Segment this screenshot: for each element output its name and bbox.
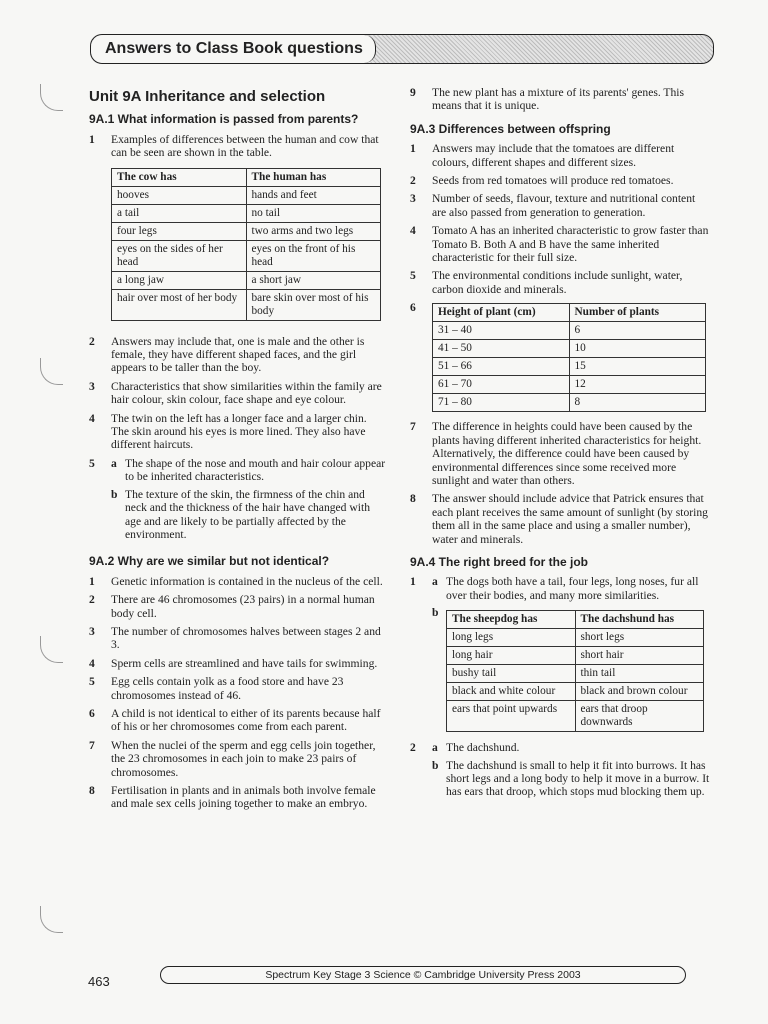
- question-text: A child is not identical to either of its parents because half of his or her chromosomes come from each parent.: [111, 706, 381, 734]
- table-cell: ears that point upwards: [447, 701, 576, 732]
- question-text: Answers may include that the tomatoes are different colours, different shapes and different sizes.: [432, 142, 675, 169]
- question-number: 2: [410, 174, 416, 188]
- question-number: 5: [89, 456, 95, 470]
- question-text: Seeds from red tomatoes will produce red tomatoes.: [432, 174, 674, 188]
- question-text: When the nuclei of the sperm and egg cells join together, the 23 chromosomes in each join to make 23 pairs of chromosomes.: [111, 738, 376, 779]
- question-text: Fertilisation in plants and in animals both involve female and male sex cells joining together to make an embryo.: [111, 784, 376, 811]
- table-header: The sheepdog has: [447, 611, 576, 629]
- question-item: [410, 575, 712, 736]
- question-item: [89, 457, 387, 545]
- table-cell: 6: [569, 322, 706, 340]
- question-text: Number of seeds, flavour, texture and nutritional content are also passed from generation to generation.: [432, 192, 696, 219]
- question-item: [89, 412, 387, 452]
- sub-letter: a: [432, 575, 438, 589]
- section-heading-9a4: 9A.4 The right breed for the job: [410, 554, 589, 569]
- question-item: [89, 593, 387, 620]
- sub-letter: b: [432, 758, 439, 772]
- plant-height-table: [432, 303, 706, 412]
- question-number: 6: [89, 706, 95, 720]
- table-row: [447, 647, 704, 665]
- table-header: The cow has: [112, 168, 247, 186]
- table-row: [433, 376, 706, 394]
- question-text: The new plant has a mixture of its parents' genes. This means that it is unique.: [432, 86, 685, 113]
- table-cell: no tail: [246, 204, 381, 222]
- question-text: Answers may include that, one is male and the other is female, they have different shaped faces, and the girl appears to be taller than the boy.: [111, 334, 365, 375]
- sub-text: The dogs both have a tail, four legs, long noses, fur all over their bodies, and many more similarities.: [446, 575, 699, 602]
- question-text: Characteristics that show similarities within the family are hair colour, skin colour, face shape and eye colour.: [111, 379, 382, 407]
- question-item: [410, 492, 712, 546]
- table-row: [433, 322, 706, 340]
- table-cell: eyes on the sides of her head: [112, 240, 247, 271]
- question-item: [89, 784, 387, 811]
- question-text: The number of chromosomes halves between stages 2 and 3.: [111, 624, 381, 652]
- question-number: 4: [89, 411, 95, 425]
- table-row: [112, 240, 381, 271]
- table-row: [447, 683, 704, 701]
- sub-letter: b: [111, 487, 118, 501]
- copyright-footer: Spectrum Key Stage 3 Science © Cambridge University Press 2003: [160, 966, 686, 984]
- question-text: The twin on the left has a longer face and a larger chin. The skin around his eyes is more lined. They also have different haircuts.: [111, 411, 367, 452]
- question-text: The answer should include advice that Patrick ensures that each plant receives the same amount of sunlight (by storing them all in the same place and using a smaller number), water and minerals.: [432, 492, 708, 546]
- question-number: 3: [89, 379, 95, 393]
- question-number: 3: [410, 192, 416, 206]
- sub-text: The texture of the skin, the firmness of the chin and neck and the thickness of the hair have changed with age and are likely to be partially affected by the environment.: [125, 487, 370, 541]
- table-cell: long legs: [447, 629, 576, 647]
- question-number: 7: [89, 738, 95, 752]
- table-row: [112, 222, 381, 240]
- table-header: The human has: [246, 168, 381, 186]
- question-item: [89, 675, 387, 702]
- question-item: [410, 420, 712, 487]
- sub-answer: [432, 575, 712, 602]
- table-cell: a tail: [112, 204, 247, 222]
- table-cell: ears that droop downwards: [575, 701, 704, 732]
- question-number: 4: [89, 656, 95, 670]
- page-number: 463: [88, 974, 110, 989]
- question-text: The environmental conditions include sunlight, water, carbon dioxide and minerals.: [432, 269, 683, 296]
- table-cell: a short jaw: [246, 271, 381, 289]
- question-number: 1: [89, 574, 95, 588]
- sub-text: The shape of the nose and mouth and hair colour appear to be inherited characteristics.: [125, 456, 386, 484]
- question-number: 1: [89, 132, 95, 146]
- table-row: [112, 289, 381, 320]
- question-item: [89, 133, 387, 160]
- table-cell: 41 – 50: [433, 340, 570, 358]
- question-item: [410, 86, 712, 113]
- question-number: 2: [410, 741, 416, 755]
- question-item: [410, 301, 712, 412]
- table-cell: 31 – 40: [433, 322, 570, 340]
- question-number: 5: [410, 269, 416, 283]
- table-cell: thin tail: [575, 665, 704, 683]
- table-cell: hair over most of her body: [112, 289, 247, 320]
- table-header: Height of plant (cm): [433, 304, 570, 322]
- left-column: [89, 86, 387, 816]
- table-row: [112, 271, 381, 289]
- banner-title: Answers to Class Book questions: [91, 35, 376, 63]
- table-cell: eyes on the front of his head: [246, 240, 381, 271]
- question-item: [410, 142, 712, 169]
- table-row: [433, 394, 706, 412]
- question-item: [89, 657, 387, 670]
- table-cell: black and brown colour: [575, 683, 704, 701]
- section-heading-9a2: 9A.2 Why are we similar but not identical?: [89, 554, 330, 569]
- section-heading-9a1: 9A.1 What information is passed from parents?: [89, 112, 359, 127]
- margin-hole-mark: [40, 84, 63, 111]
- table-cell: 12: [569, 376, 706, 394]
- sub-answer: [111, 488, 387, 542]
- sub-answer: [432, 741, 712, 754]
- table-cell: hooves: [112, 186, 247, 204]
- table-cell: 10: [569, 340, 706, 358]
- table-cell: hands and feet: [246, 186, 381, 204]
- question-text: There are 46 chromosomes (23 pairs) in a normal human body cell.: [111, 593, 375, 620]
- question-item: [89, 575, 387, 588]
- question-item: [89, 335, 387, 375]
- question-number: 8: [89, 784, 95, 797]
- table-header: Number of plants: [569, 304, 706, 322]
- question-number: 4: [410, 224, 416, 238]
- question-item: [89, 625, 387, 652]
- question-number: 7: [410, 420, 416, 434]
- sub-text: The dachshund is small to help it fit into burrows. It has short legs and a long body to help it move in a burrow. It has ears that droop, which stops mud blocking them up.: [446, 758, 710, 799]
- table-cell: black and white colour: [447, 683, 576, 701]
- question-number: 8: [410, 492, 416, 506]
- margin-hole-mark: [40, 906, 63, 933]
- table-row: [112, 186, 381, 204]
- table-cell: long hair: [447, 647, 576, 665]
- sub-answer: [432, 759, 712, 799]
- table-row: [433, 340, 706, 358]
- question-item: [410, 269, 712, 296]
- sub-letter: b: [432, 606, 439, 620]
- question-item: [89, 739, 387, 779]
- table-cell: two arms and two legs: [246, 222, 381, 240]
- table-cell: 71 – 80: [433, 394, 570, 412]
- header-banner: [90, 34, 714, 64]
- table-row: [433, 358, 706, 376]
- question-item: [89, 707, 387, 734]
- table-cell: a long jaw: [112, 271, 247, 289]
- question-text: Sperm cells are streamlined and have tails for swimming.: [111, 656, 378, 670]
- table-row: [447, 629, 704, 647]
- section-heading-9a3: 9A.3 Differences between offspring: [410, 121, 611, 136]
- sub-letter: a: [432, 741, 438, 755]
- table-cell: short legs: [575, 629, 704, 647]
- sub-answer: [432, 606, 712, 732]
- question-number: 1: [410, 575, 416, 589]
- question-number: 2: [89, 334, 95, 348]
- sub-text: The dachshund.: [446, 741, 520, 755]
- question-item: [410, 224, 712, 264]
- question-number: 6: [410, 301, 416, 315]
- table-row: [447, 701, 704, 732]
- table-row: [447, 665, 704, 683]
- cow-human-table: [111, 168, 381, 321]
- question-number: 3: [89, 624, 95, 638]
- question-number: 1: [410, 142, 416, 156]
- question-text: Genetic information is contained in the nucleus of the cell.: [111, 574, 383, 588]
- table-cell: 8: [569, 394, 706, 412]
- question-text: Tomato A has an inherited characteristic to grow faster than Tomato B. Both A and B have the same inherited characteristic for their full size.: [432, 224, 709, 265]
- table-cell: bare skin over most of his body: [246, 289, 381, 320]
- right-column: [410, 86, 712, 808]
- sub-answer: [111, 457, 387, 484]
- table-cell: 51 – 66: [433, 358, 570, 376]
- question-text: The difference in heights could have been caused by the plants having different inherited characteristics for height. Alternatively, the difference could have been caused by environmental differences since some received more sunlight and water than others.: [432, 420, 702, 487]
- table-row: [112, 204, 381, 222]
- table-cell: 61 – 70: [433, 376, 570, 394]
- question-item: [89, 380, 387, 407]
- question-item: [410, 174, 712, 187]
- table-cell: short hair: [575, 647, 704, 665]
- question-number: 2: [89, 593, 95, 607]
- question-text: Examples of differences between the human and cow that can be seen are shown in the table.: [111, 132, 379, 160]
- table-cell: bushy tail: [447, 665, 576, 683]
- question-number: 9: [410, 86, 416, 99]
- question-text: Egg cells contain yolk as a food store and have 23 chromosomes instead of 46.: [111, 675, 344, 702]
- margin-hole-mark: [40, 636, 63, 663]
- unit-title: Unit 9A Inheritance and selection: [89, 88, 326, 105]
- margin-hole-mark: [40, 358, 63, 385]
- table-cell: 15: [569, 358, 706, 376]
- question-number: 5: [89, 675, 95, 689]
- dog-breed-table: [446, 610, 704, 732]
- table-cell: four legs: [112, 222, 247, 240]
- question-item: [410, 741, 712, 803]
- question-item: [410, 192, 712, 219]
- sub-letter: a: [111, 456, 117, 470]
- table-header: The dachshund has: [575, 611, 704, 629]
